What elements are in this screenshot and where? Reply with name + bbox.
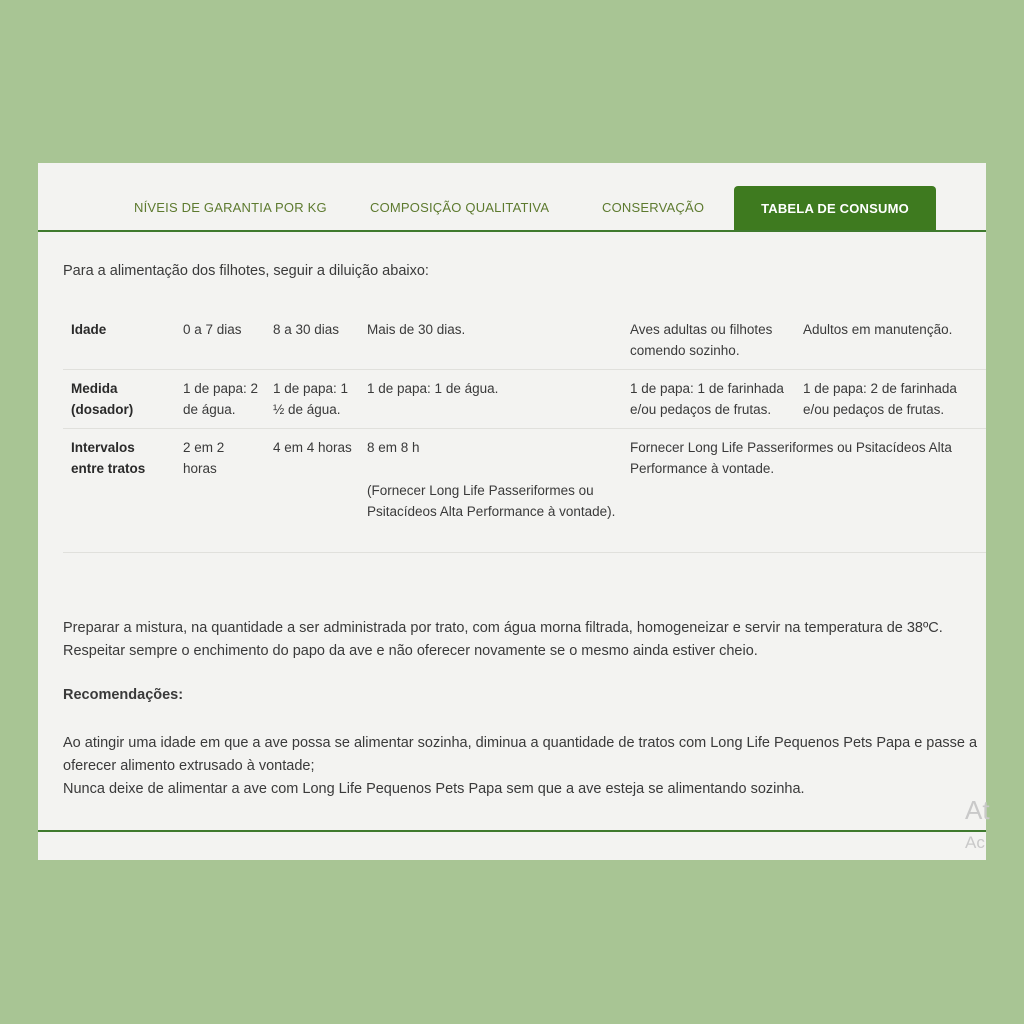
table-cell [361,429,624,553]
table-cell: Fornecer Long Life Passeriformes ou Psitacídeos Alta Performance à vontade. [630,440,952,476]
row-header: Medida (dosador) [71,381,134,417]
recommendation-2: Nunca deixe de alimentar a ave com Long Life Pequenos Pets Papa sem que a ave esteja se alimentando sozinha. [63,781,805,797]
table-cell: 0 a 7 dias [183,322,242,337]
table-cell: 2 em 2 horas [183,440,225,476]
tab-composicao-qualitativa[interactable]: COMPOSIÇÃO QUALITATIVA [370,200,550,215]
tab-niveis-garantia[interactable]: NÍVEIS DE GARANTIA POR KG [134,200,327,215]
table-row [63,311,986,370]
table-row [63,370,986,429]
table-cell: Mais de 30 dias. [367,322,466,337]
activation-watermark: At [965,795,990,825]
activation-watermark-sub: Ac [965,833,985,852]
recommendation-1: Ao atingir uma idade em que a ave possa se alimentar sozinha, diminua a quantidade de tratos com Long Life Pequenos Pets Papa e passe a oferecer alimento extrusado à vontade; [63,735,978,774]
tab-conservacao[interactable]: CONSERVAÇÃO [602,200,705,215]
table-cell: 1 de papa: 1 ½ de água. [273,381,349,417]
table-cell: Adultos em manutenção. [803,322,953,337]
recommendations-heading: Recomendações: [63,687,184,703]
product-info-card [38,163,990,860]
preparation-text: Preparar a mistura, na quantidade a ser administrada por trato, com água morna filtrada, homogeneizar e servir na temperatura de 38ºC. Respeitar sempre o enchimento do papo da ave e não oferecer novamente se o mesmo ainda estiver cheio. [63,620,943,659]
table-cell: 1 de papa: 1 de água. [367,381,499,396]
table-cell: 1 de papa: 2 de água. [183,381,259,417]
table-cell: 4 em 4 horas [273,440,352,455]
tab-tabela-consumo[interactable]: TABELA DE CONSUMO [734,186,936,230]
row-header: Intervalos entre tratos [71,440,146,476]
table-cell: Aves adultas ou filhotes comendo sozinho. [630,322,773,358]
row-header: Idade [71,322,107,337]
intro-text: Para a alimentação dos filhotes, seguir a diluição abaixo: [63,263,429,279]
tab-bar [38,163,986,232]
table-cell: 1 de papa: 1 de farinhada e/ou pedaços de frutas. [630,381,784,417]
table-cell: 8 a 30 dias [273,322,340,337]
divider [38,830,986,832]
interval-value: 8 em 8 h [367,440,420,455]
table-cell: 1 de papa: 2 de farinhada e/ou pedaços de frutas. [803,381,957,417]
table-row [63,429,986,553]
consumption-table [63,311,986,553]
interval-note: (Fornecer Long Life Passeriformes ou Psitacídeos Alta Performance à vontade). [367,483,616,519]
